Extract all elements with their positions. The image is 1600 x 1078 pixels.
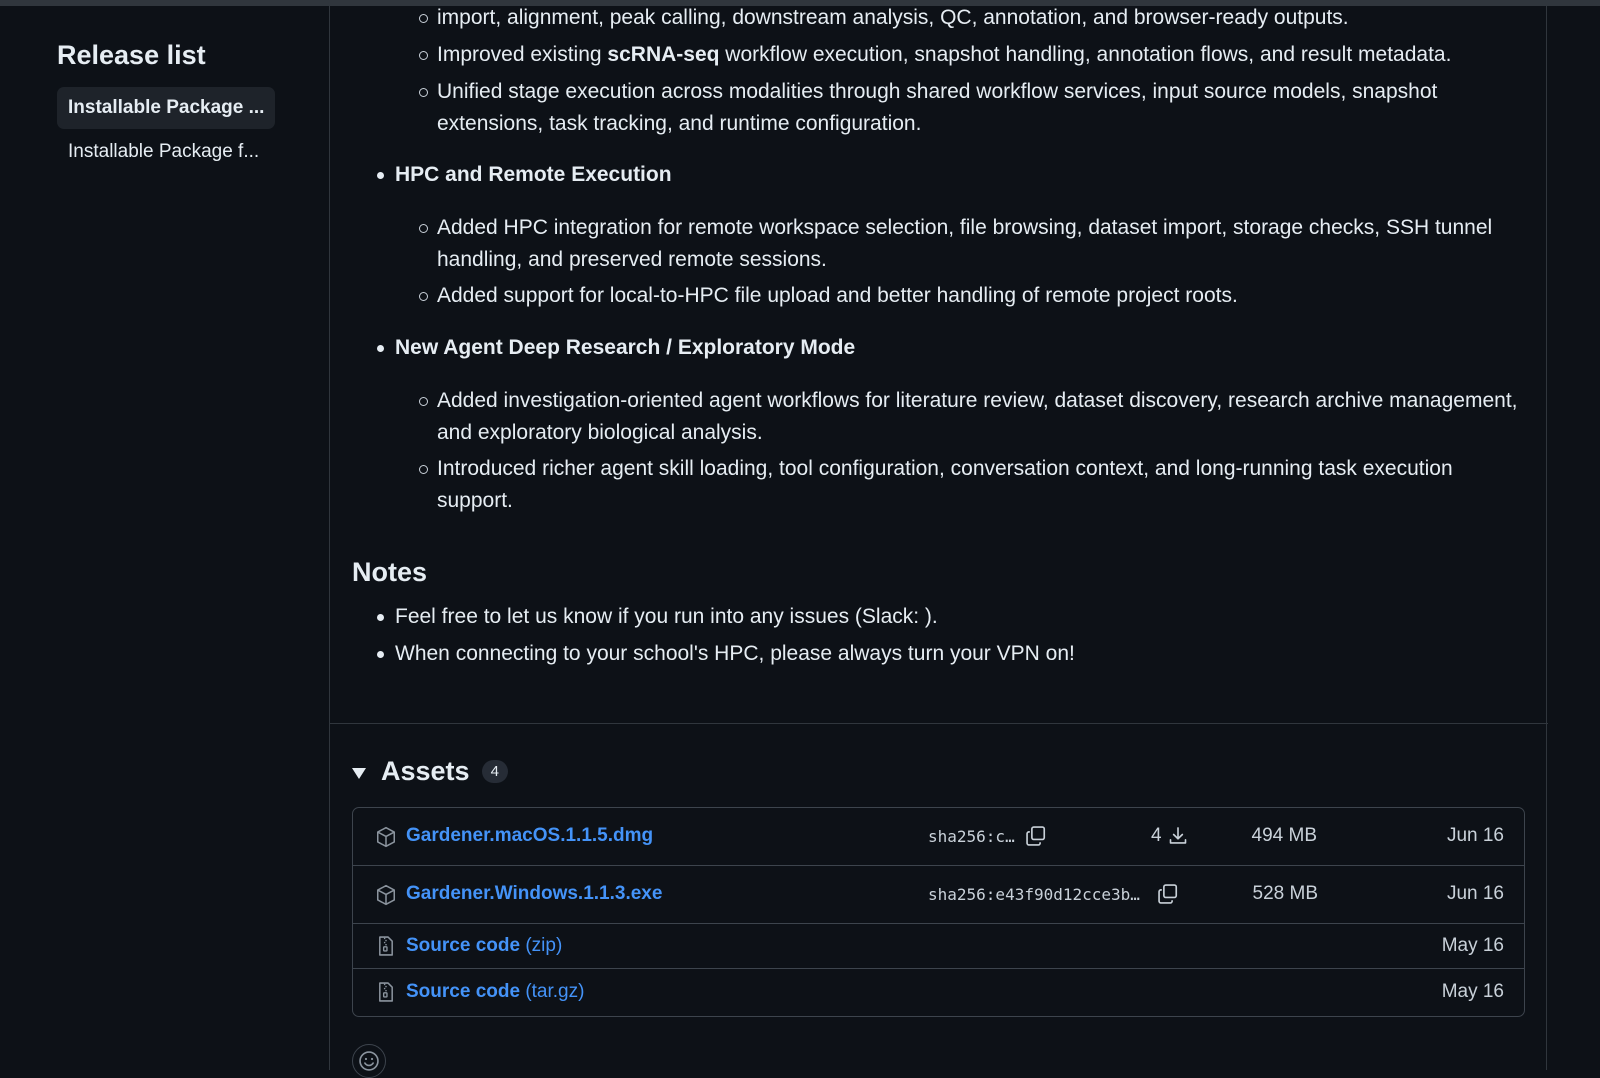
asset-date: Jun 16 — [1446, 883, 1504, 904]
list-item: Added HPC integration for remote workspace selection, file browsing, dataset import, storage checks, SSH tunnel handling, and preserved remote sessions. — [437, 212, 1522, 276]
list-item: import, alignment, peak calling, downstream analysis, QC, annotation, and browser-ready outputs. — [437, 2, 1522, 34]
asset-date: May 16 — [1441, 981, 1504, 1002]
download-count: 4 — [1151, 825, 1188, 847]
list-item: Unified stage execution across modalities through shared workflow services, input source models, snapshot extensions, task tracking, and runtime configuration. — [437, 76, 1522, 140]
asset-date: May 16 — [1441, 935, 1504, 956]
caret-down-icon — [352, 768, 366, 779]
asset-size: 494 MB — [1251, 825, 1317, 846]
notes-heading: Notes — [352, 557, 428, 587]
list-item: Added support for local-to-HPC file upload and better handling of remote project roots. — [437, 280, 1522, 312]
sidebar-item-label: Installable Package f... — [68, 141, 260, 162]
list-item: When connecting to your school's HPC, please always turn your VPN on! — [395, 638, 1075, 670]
assets-list — [352, 807, 1525, 1017]
asset-link[interactable]: Gardener.Windows.1.1.3.exe — [406, 883, 663, 904]
package-icon — [375, 884, 397, 906]
agent-heading: New Agent Deep Research / Exploratory Mode — [395, 332, 855, 364]
list-item: Improved existing scRNA-seq workflow execution, snapshot handling, annotation flows, and result metadata. — [437, 39, 1522, 71]
release-notes — [330, 6, 1548, 723]
file-zip-icon — [375, 935, 397, 957]
download-icon — [1168, 826, 1188, 846]
scrna-seq-term: scRNA-seq — [607, 43, 720, 66]
sha256-value: sha256:c… — [928, 827, 1015, 846]
list-item: Introduced richer agent skill loading, tool configuration, conversation context, and long-running task execution support. — [437, 453, 1522, 517]
sidebar-item-release-1[interactable] — [57, 87, 275, 129]
sidebar-item-release-2[interactable] — [57, 131, 275, 173]
release-sidebar — [0, 6, 329, 1070]
divider — [330, 723, 1548, 724]
smiley-icon — [358, 1050, 380, 1072]
file-zip-icon — [375, 981, 397, 1003]
hpc-heading: HPC and Remote Execution — [395, 159, 672, 191]
source-code-zip-link[interactable]: Source code (zip) — [406, 935, 563, 956]
asset-date: Jun 16 — [1446, 825, 1504, 846]
copy-icon[interactable] — [1025, 825, 1047, 847]
sidebar-item-label: Installable Package ... — [68, 97, 265, 118]
asset-link[interactable]: Gardener.macOS.1.1.5.dmg — [406, 825, 654, 846]
sidebar-title: Release list — [57, 40, 206, 70]
asset-row — [353, 808, 1525, 866]
copy-icon[interactable] — [1157, 883, 1179, 905]
release-content — [329, 6, 1547, 1070]
list-item: Added investigation-oriented agent workflows for literature review, dataset discovery, research archive management, and exploratory biological analysis. — [437, 385, 1522, 449]
list-item: Feel free to let us know if you run into any issues (Slack: ). — [395, 601, 938, 633]
asset-row — [353, 924, 1525, 969]
source-code-targz-link[interactable]: Source code (tar.gz) — [406, 981, 585, 1002]
asset-size: 528 MB — [1252, 883, 1318, 904]
asset-row — [353, 969, 1525, 1017]
asset-row — [353, 866, 1525, 924]
assets-toggle[interactable] — [352, 751, 508, 791]
assets-count-badge: 4 — [482, 760, 508, 783]
add-reaction-button[interactable] — [352, 1044, 386, 1078]
sha256-value: sha256:e43f90d12cce3b… — [928, 885, 1140, 904]
package-icon — [375, 826, 397, 848]
assets-title: Assets — [381, 755, 470, 786]
